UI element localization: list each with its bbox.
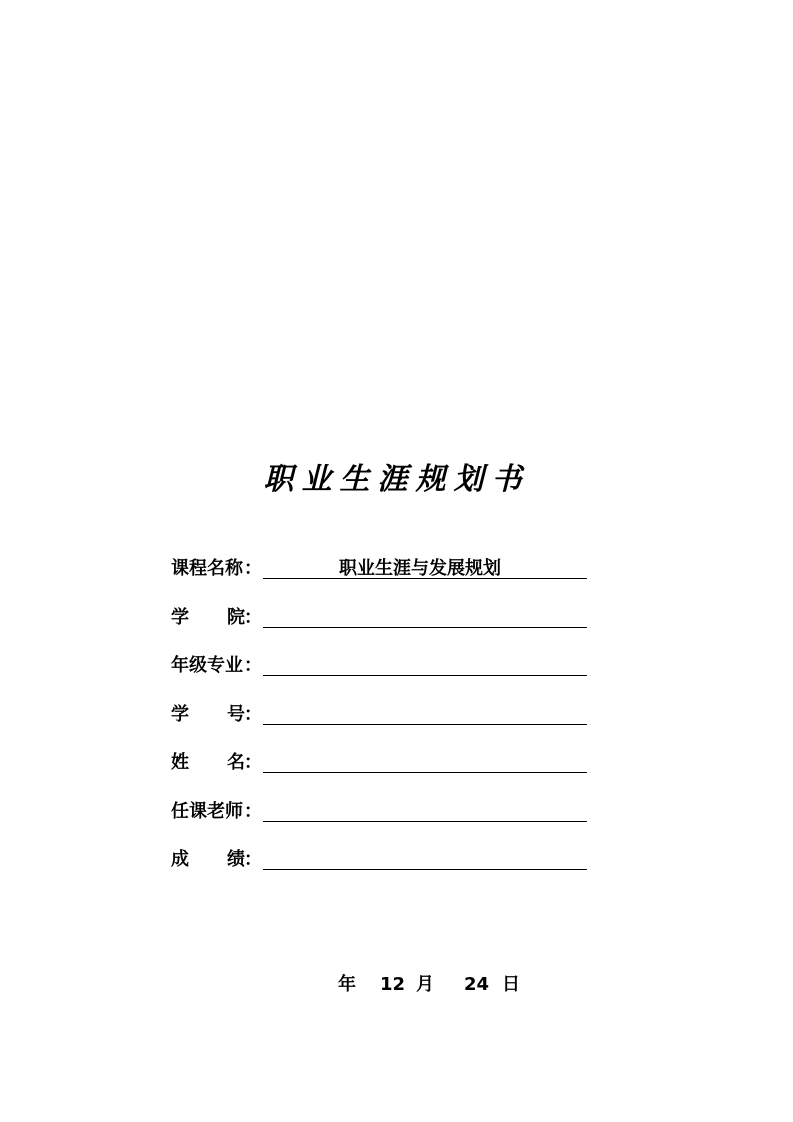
score-underline <box>263 869 587 870</box>
date-month-value: 12 <box>380 974 406 995</box>
teacher-row <box>171 799 591 848</box>
score-label-char-1: 成 <box>171 849 189 870</box>
cover-info-form <box>171 556 591 896</box>
teacher-colon: ： <box>244 800 262 822</box>
student-id-label-char-2: 号 <box>227 703 245 725</box>
grade-major-label-text: 年级专业 <box>171 655 243 676</box>
date-month-label: 月 <box>416 974 434 995</box>
grade-major-underline <box>263 675 587 676</box>
grade-major-colon: ： <box>244 655 262 676</box>
score-row <box>171 847 591 896</box>
course-name-underline <box>263 578 587 579</box>
college-row <box>171 605 591 654</box>
date-year-label: 年 <box>338 974 356 995</box>
name-label-char-1: 姓 <box>171 752 189 773</box>
name-label-char-2: 名 <box>227 752 245 773</box>
course-name-value[interactable]: 职业生涯与发展规划 <box>339 558 501 579</box>
name-row <box>171 750 591 799</box>
date-day-value: 24 <box>464 974 490 995</box>
student-id-colon: ： <box>244 703 262 725</box>
name-colon: ： <box>244 752 262 773</box>
student-id-label-char-1: 学 <box>171 703 189 725</box>
college-label-char-2: 院 <box>227 606 245 628</box>
document-title: 职业生涯规划书 <box>263 462 530 497</box>
score-label-char-2: 绩 <box>227 849 245 870</box>
college-label-char-1: 学 <box>171 606 189 628</box>
course-name-row <box>171 556 591 605</box>
date-line <box>0 972 793 998</box>
student-id-underline <box>263 724 587 725</box>
course-name-label-text: 课程名称 <box>171 558 243 579</box>
college-underline <box>263 627 587 628</box>
teacher-label-text: 任课老师 <box>171 800 243 822</box>
grade-major-row <box>171 653 591 702</box>
score-colon: ： <box>244 849 262 870</box>
teacher-underline <box>263 821 587 822</box>
name-underline <box>263 772 587 773</box>
college-colon: ： <box>244 606 262 628</box>
course-name-colon: ： <box>244 558 262 579</box>
student-id-row <box>171 702 591 751</box>
date-day-label: 日 <box>502 974 520 995</box>
